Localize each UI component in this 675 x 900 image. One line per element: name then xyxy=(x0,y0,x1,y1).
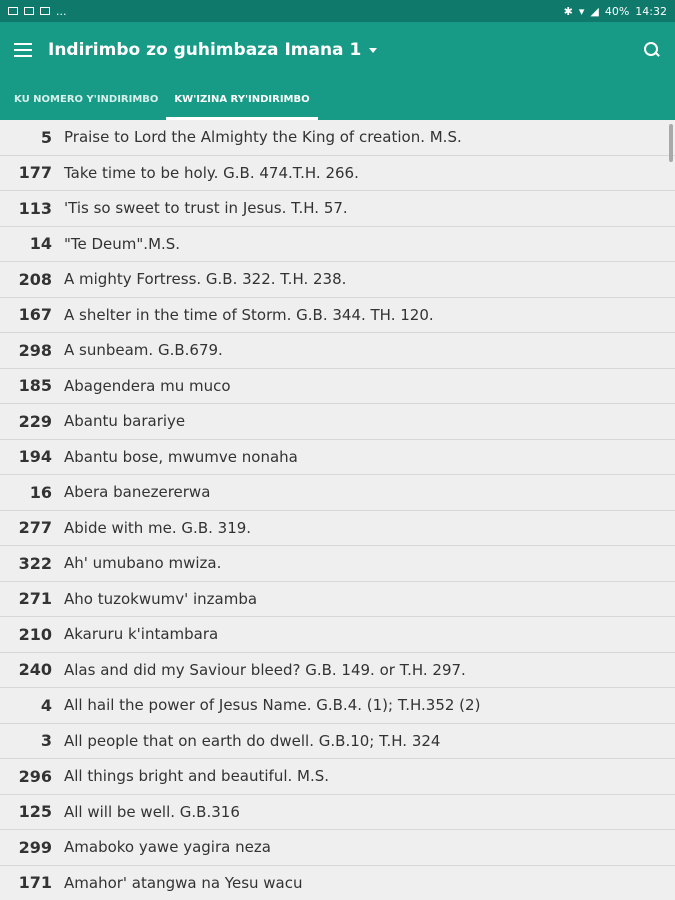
hymn-row[interactable] xyxy=(0,369,675,405)
signal-icon: ◢ xyxy=(590,4,599,18)
hymn-title: Akaruru k'intambara xyxy=(64,625,219,644)
hymn-number: 5 xyxy=(40,127,52,147)
hymn-title: Abagendera mu muco xyxy=(64,376,231,395)
hymn-title: 'Tis so sweet to trust in Jesus. T.H. 57. xyxy=(64,199,348,218)
book-number: 1 xyxy=(349,40,362,60)
link-notification-icon xyxy=(24,7,34,15)
hymn-title: Abantu barariye xyxy=(64,412,186,431)
hymn-title: All people that on earth do dwell. G.B.10; T.H. 324 xyxy=(64,731,441,750)
hymn-title: All will be well. G.B.316 xyxy=(64,802,240,821)
hymn-row[interactable] xyxy=(0,582,675,618)
hymn-number: 299 xyxy=(18,837,52,857)
hymn-title: Amaboko yawe yagira neza xyxy=(64,838,271,857)
hymn-title: Ah' umubano mwiza. xyxy=(64,554,222,573)
tab-by-number[interactable]: KU NOMERO Y'INDIRIMBO xyxy=(14,93,159,105)
hymn-number: 296 xyxy=(18,766,52,786)
hymn-row[interactable] xyxy=(0,688,675,724)
status-bar xyxy=(0,0,675,22)
hymn-row[interactable] xyxy=(0,120,675,156)
hymn-row[interactable] xyxy=(0,830,675,866)
hymn-number: 4 xyxy=(40,695,52,715)
hymn-row[interactable] xyxy=(0,795,675,831)
hymn-number: 185 xyxy=(18,376,52,396)
hymn-row[interactable] xyxy=(0,262,675,298)
battery-level: 40% xyxy=(604,4,630,18)
hymn-number: 177 xyxy=(18,163,52,183)
hymn-title: Take time to be holy. G.B. 474.T.H. 266. xyxy=(64,163,359,182)
hymn-row[interactable] xyxy=(0,333,675,369)
tab-by-name[interactable]: KW'IZINA RY'INDIRIMBO xyxy=(166,78,317,120)
hymn-number: 240 xyxy=(18,660,52,680)
hymn-number: 3 xyxy=(40,731,52,751)
hymn-number: 298 xyxy=(18,340,52,360)
hymn-number: 210 xyxy=(18,624,52,644)
tab-bar xyxy=(0,78,675,120)
search-icon[interactable] xyxy=(643,41,661,59)
hymn-row[interactable] xyxy=(0,511,675,547)
hymn-title: "Te Deum".M.S. xyxy=(64,234,181,253)
hymn-number: 171 xyxy=(18,873,52,893)
dropdown-caret-icon xyxy=(369,48,377,53)
hymn-title: A shelter in the time of Storm. G.B. 344. TH. 120. xyxy=(64,305,434,324)
hymn-number: 167 xyxy=(18,305,52,325)
hymn-row[interactable] xyxy=(0,759,675,795)
hymn-number: 271 xyxy=(18,589,52,609)
hymn-title: All things bright and beautiful. M.S. xyxy=(64,767,330,786)
hymn-row[interactable] xyxy=(0,298,675,334)
menu-icon[interactable] xyxy=(14,43,32,57)
hymn-row[interactable] xyxy=(0,475,675,511)
hymn-title: Abera banezererwa xyxy=(64,483,211,502)
scrollbar[interactable] xyxy=(669,124,673,162)
image-notification-icon xyxy=(8,7,18,15)
hymn-row[interactable] xyxy=(0,546,675,582)
bluetooth-icon: ✱ xyxy=(563,4,573,18)
app-bar xyxy=(0,22,675,78)
book-selector[interactable] xyxy=(48,40,643,60)
hymn-row[interactable] xyxy=(0,617,675,653)
hymn-title: Aho tuzokwumv' inzamba xyxy=(64,589,258,608)
hymn-title: All hail the power of Jesus Name. G.B.4. (1); T.H.352 (2) xyxy=(64,696,481,715)
hymn-number: 277 xyxy=(18,518,52,538)
hymn-number: 113 xyxy=(18,198,52,218)
wifi-icon: ▾ xyxy=(578,4,585,18)
mail-notification-icon xyxy=(40,7,50,15)
hymn-title: A sunbeam. G.B.679. xyxy=(64,341,223,360)
hymn-number: 125 xyxy=(18,802,52,822)
hymn-row[interactable] xyxy=(0,156,675,192)
hymn-row[interactable] xyxy=(0,440,675,476)
hymn-number: 229 xyxy=(18,411,52,431)
hymn-title: Abantu bose, mwumve nonaha xyxy=(64,447,298,466)
hymn-number: 16 xyxy=(29,482,52,502)
hymn-number: 194 xyxy=(18,447,52,467)
app-title: Indirimbo zo guhimbaza Imana xyxy=(48,40,344,60)
hymn-row[interactable] xyxy=(0,227,675,263)
hymn-row[interactable] xyxy=(0,404,675,440)
hymn-row[interactable] xyxy=(0,653,675,689)
hymn-title: A mighty Fortress. G.B. 322. T.H. 238. xyxy=(64,270,347,289)
clock: 14:32 xyxy=(635,4,667,18)
hymn-row[interactable] xyxy=(0,191,675,227)
hymn-title: Praise to Lord the Almighty the King of creation. M.S. xyxy=(64,128,462,147)
hymn-number: 208 xyxy=(18,269,52,289)
hymn-title: Abide with me. G.B. 319. xyxy=(64,518,252,537)
hymn-number: 322 xyxy=(18,553,52,573)
hymn-title: Amahor' atangwa na Yesu wacu xyxy=(64,873,303,892)
hymn-title: Alas and did my Saviour bleed? G.B. 149. or T.H. 297. xyxy=(64,660,466,679)
hymn-list[interactable] xyxy=(0,120,675,900)
more-notifications: ... xyxy=(56,4,67,18)
hymn-row[interactable] xyxy=(0,866,675,900)
hymn-row[interactable] xyxy=(0,724,675,760)
hymn-number: 14 xyxy=(29,234,52,254)
